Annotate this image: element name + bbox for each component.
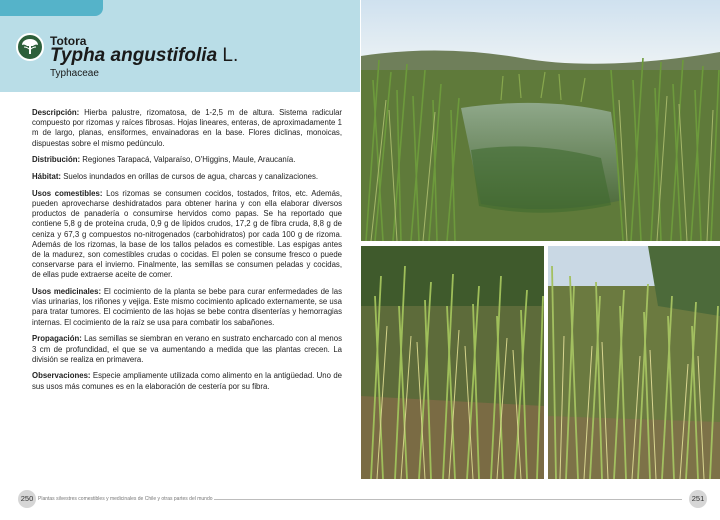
section-label: Hábitat: xyxy=(32,172,62,182)
section-text: El cocimiento de la planta se bebe para curar enfermedades de las vías urinarias, los riñones y vejiga. Este mismo cocimiento aplicado externamente, se usa para tratar tumores. El cocimiento de las hojas se bebe contra disenterías y hemorragias internas. El cocimiento de la raíz se usa para combatir los sabañones. xyxy=(32,287,342,327)
section-habitat xyxy=(32,172,342,182)
page-number-right: 251 xyxy=(689,490,707,508)
section-text: Regiones Tarapacá, Valparaíso, O'Higgins, Maule, Araucanía. xyxy=(82,155,296,165)
genus-species: Typha angustifolia xyxy=(50,45,218,66)
section-label: Propagación: xyxy=(32,334,82,344)
author-abbrev: L. xyxy=(222,45,239,66)
book-title: Plantas silvestres comestibles y medicinales de Chile y otras partes del mundo xyxy=(38,496,213,502)
tree-logo-icon xyxy=(16,33,44,61)
section-label: Distribución: xyxy=(32,155,81,165)
pond-photo xyxy=(361,0,720,241)
scientific-name xyxy=(50,45,238,67)
section-distribucion xyxy=(32,155,342,165)
section-text: Hierba palustre, rizomatosa, de 1-2,5 m de altura. Sistema radicular compuesto por rizomas y raíces fibrosas. Hojas lineares, enteras, de aproximadamente 1 m de largo, planas, ensiformes, envainadoras en la base. Flores diclinas, monoicas, dispuestas sobre el mismo pedúnculo. xyxy=(32,108,342,148)
species-description xyxy=(32,108,342,398)
section-usos-comestibles xyxy=(32,189,342,281)
section-descripcion xyxy=(32,108,342,149)
section-text: Las semillas se siembran en verano en sustrato encharcado con al menos 3 cm de profundidad, el que se va aumentando a medida que las plantas crecen. La división se realiza en primavera. xyxy=(32,334,342,364)
section-text: Suelos inundados en orillas de cursos de agua, charcas y canalizaciones. xyxy=(63,172,319,182)
section-label: Usos comestibles: xyxy=(32,188,103,198)
section-text: Los rizomas se consumen cocidos, tostados, fritos, etc. Además, pueden aprovecharse deshidratados para obtener harina y con ella elaborar diversos productos de panadería o consumirse hervidos como papas. Se ha reportado que contiene 5,8 g de proteína cruda, 0,9 g de lípidos crudos, 17,2 g de fibra cruda, 8,8 g de ceniza y 67,3 g compuestos no-nitrogenados (carbohidratos) por cada 100 g de rizoma. Además de los rizomas, la base de los tallos pelados es comestible. Las espigas antes de la madurez, son comestibles crudas o cocidas. El polen se consume fresco o puede conservarse para el invierno. Finalmente, las semillas se consumen peladas y cocidas, de ellas pude extraerse aceite de comer. xyxy=(32,188,342,280)
section-observaciones xyxy=(32,371,342,391)
header-tab xyxy=(0,0,103,16)
section-label: Usos medicinales: xyxy=(32,287,102,297)
section-label: Observaciones: xyxy=(32,371,91,381)
page-footer xyxy=(0,490,720,510)
reeds-photo-left xyxy=(361,246,544,479)
section-propagacion xyxy=(32,334,342,365)
reeds-photo-right xyxy=(548,246,720,479)
footer-rule xyxy=(214,499,682,500)
section-label: Descripción: xyxy=(32,108,80,117)
page-number-left: 250 xyxy=(18,490,36,508)
species-header xyxy=(0,0,360,92)
section-text: Especie ampliamente utilizada como alimento en la antigüedad. Uno de sus usos más comunes es en la elaboración de cestería por su fibra. xyxy=(32,371,342,391)
section-usos-medicinales xyxy=(32,287,342,328)
common-name: Totora xyxy=(50,34,87,48)
family-name: Typhaceae xyxy=(50,68,99,79)
